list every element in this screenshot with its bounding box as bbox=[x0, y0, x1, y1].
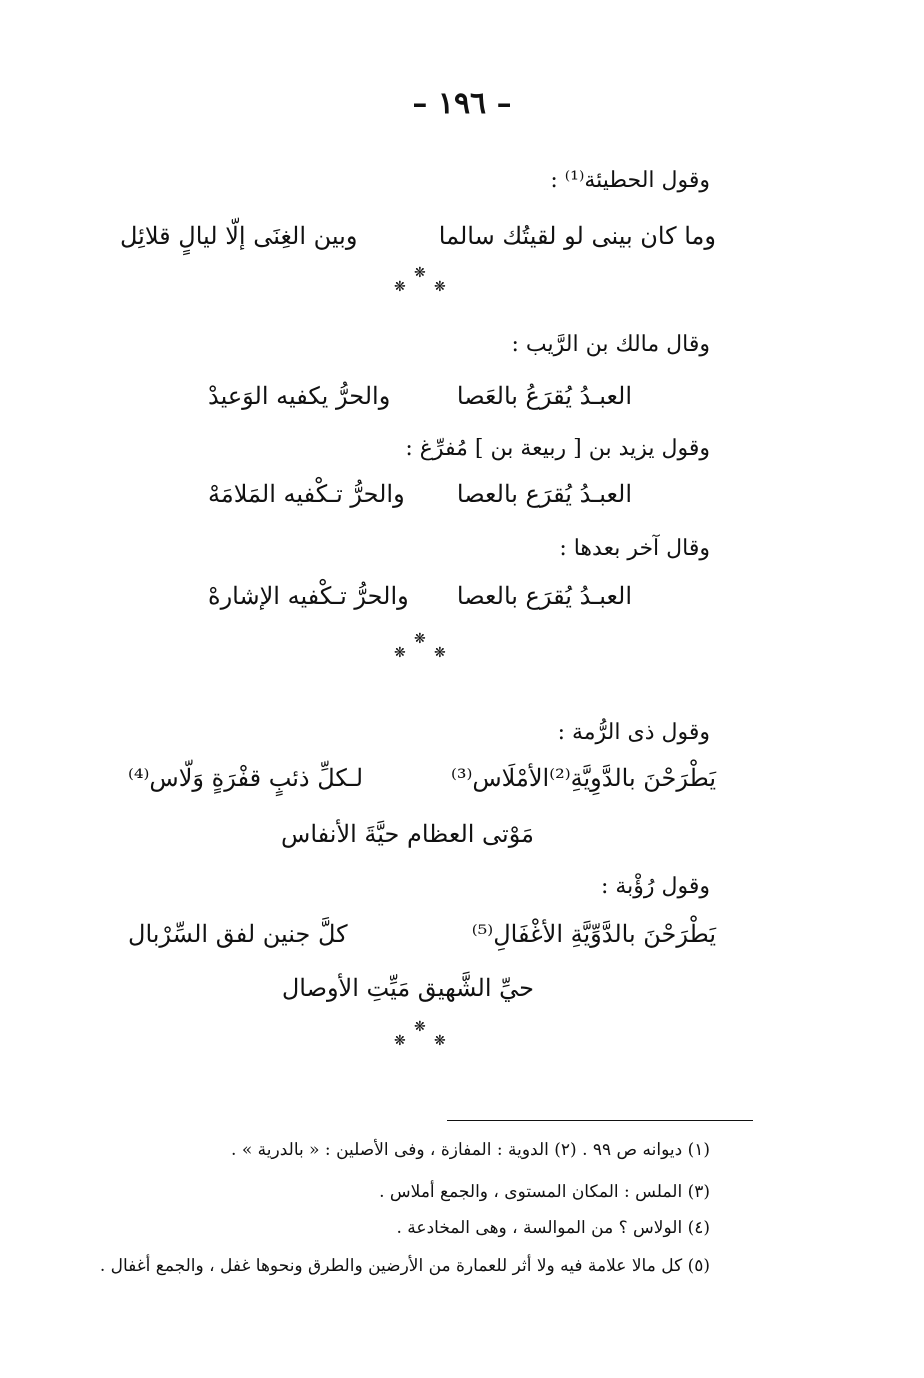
ornament-star: ❋ bbox=[434, 279, 446, 295]
verse-line bbox=[128, 920, 716, 956]
section-ornament bbox=[390, 1020, 470, 1050]
verse-line bbox=[208, 582, 632, 618]
hemistich-right: العبـدُ يُقرَع بالعصا bbox=[456, 480, 632, 508]
hemistich-left: كلَّ جنين لفق السِّرْبال bbox=[128, 920, 348, 948]
hemistich-left: لـكلِّ ذئبٍ قفْرَةٍ وَلّاس⁽⁴⁾ bbox=[128, 764, 364, 792]
footnote: (٥) كل مالا علامة فيه ولا أثر للعمارة من الأرضين والطرق ونحوها غفل ، والجمع أغفال . bbox=[99, 1256, 710, 1276]
footnote: (٣) الملس : المكان المستوى ، والجمع أملاس . bbox=[379, 1182, 710, 1202]
ornament-star: ❋ bbox=[394, 645, 406, 661]
verse-line bbox=[208, 382, 632, 418]
verse-intro: وقول الحطيئة⁽¹⁾ : bbox=[550, 168, 710, 193]
hemistich-right: العبـدُ يُقرَع بالعصا bbox=[456, 582, 632, 610]
hemistich-left: وبين الغِنَى إلّا ليالٍ قلائِل bbox=[120, 222, 358, 250]
hemistich-right: العبـدُ يُقرَعُ بالعَصا bbox=[456, 382, 632, 410]
hemistich-left: والحرُّ تـكْفيه المَلامَهْ bbox=[208, 480, 405, 508]
ornament-star: ❋ bbox=[394, 1033, 406, 1049]
verse-line bbox=[128, 764, 716, 800]
verse-intro: وقال آخر بعدها : bbox=[559, 536, 710, 561]
ornament-star: ❋ bbox=[414, 631, 426, 647]
footnote: (٤) الولاس ؟ من الموالسة ، وهى المخادعة . bbox=[396, 1218, 710, 1238]
hemistich-right: يَطْرَحْنَ بالدَّوِيَّةِ⁽²⁾الأمْلَاس⁽³⁾ bbox=[450, 764, 716, 792]
hemistich-right: يَطْرَحْنَ بالدَّوِّيَّةِ الأغْفَالِ⁽⁵⁾ bbox=[471, 920, 716, 948]
verse-intro: وقال مالك بن الرَّيب : bbox=[511, 332, 710, 357]
verse-continuation: مَوْتى العظام حيَّةَ الأنفاس bbox=[281, 820, 534, 848]
ornament-star: ❋ bbox=[414, 1019, 426, 1035]
footnote: (١) ديوانه ص ٩٩ . (٢) الدوية : المفازة ، وفى الأصلين : « بالدرية » . bbox=[231, 1140, 710, 1160]
ornament-star: ❋ bbox=[394, 279, 406, 295]
ornament-star: ❋ bbox=[414, 265, 426, 281]
verse-intro: وقول ذى الرُّمة : bbox=[557, 720, 710, 745]
page-number: – ١٩٦ – bbox=[412, 86, 512, 121]
hemistich-left: والحرُّ تـكْفيه الإشارهْ bbox=[208, 582, 409, 610]
hemistich-left: والحرُّ يكفيه الوَعيدْ bbox=[208, 382, 391, 410]
hemistich-right: وما كان بينى لو لقيتُك سالما bbox=[438, 222, 716, 250]
section-ornament bbox=[390, 632, 470, 662]
verse-continuation: حيِّ الشَّهيق مَيِّتِ الأوصال bbox=[281, 974, 534, 1002]
verse-intro: وقول يزيد بن [ ربيعة بن ] مُفرِّغ : bbox=[405, 436, 710, 461]
ornament-star: ❋ bbox=[434, 1033, 446, 1049]
footnote-rule bbox=[447, 1120, 753, 1121]
section-ornament bbox=[390, 266, 470, 296]
verse-line bbox=[208, 480, 632, 516]
ornament-star: ❋ bbox=[434, 645, 446, 661]
verse-intro: وقول رُؤْبة : bbox=[600, 874, 710, 899]
verse-line bbox=[120, 222, 716, 258]
